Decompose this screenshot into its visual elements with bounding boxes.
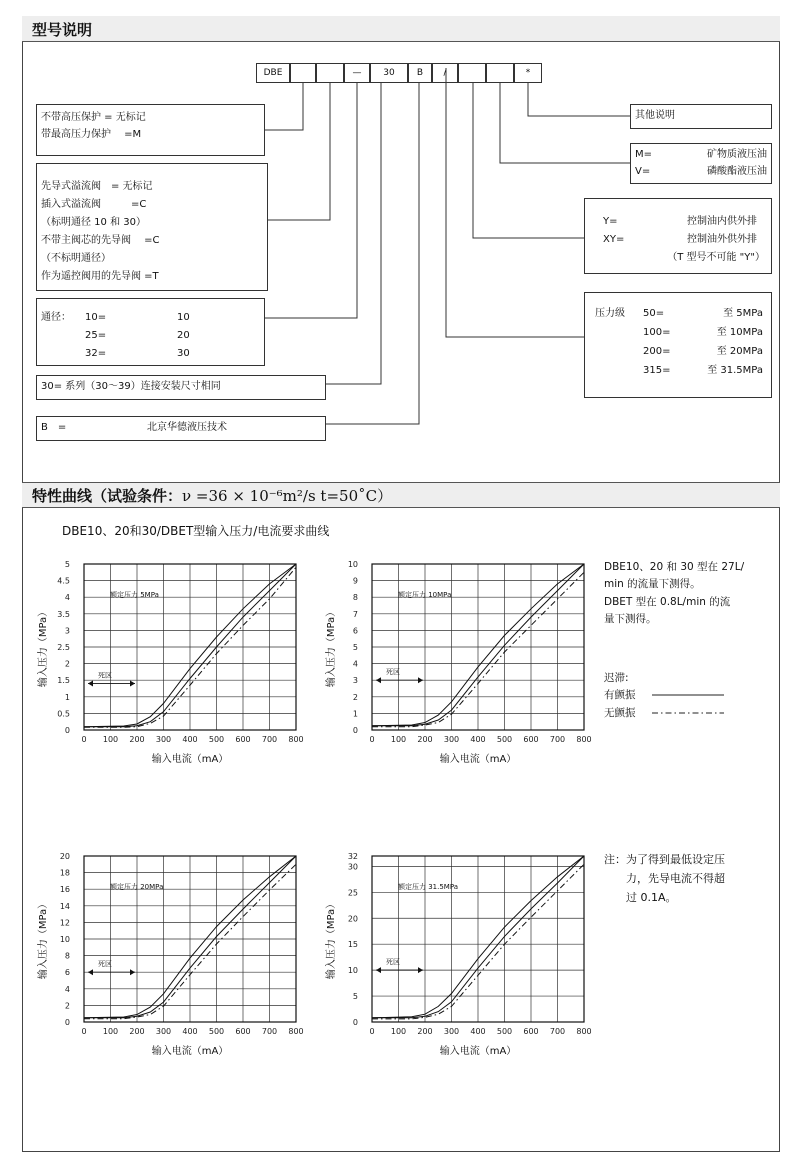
drain-desc: 控制油外供外排 [687,234,757,245]
size-code: 32= [85,348,107,359]
y-tick-label: 6 [352,626,358,636]
x-tick-label: 0 [81,735,87,744]
y-tick-label: 3 [352,676,358,686]
x-tick-label: 300 [155,735,172,744]
pressure-box [584,292,772,398]
y-tick-label: 14 [59,901,70,911]
x-tick-label: 0 [369,1027,375,1036]
y-tick-label: 0 [352,726,358,735]
hysteresis-title: 迟滞: [604,672,629,684]
x-tick-label: 500 [496,1027,513,1036]
drain-code: XY= [603,234,625,245]
y-axis-label: 输入压力（MPa） [326,898,337,980]
y-tick-label: 4 [64,593,70,603]
dead-zone-arrowhead [418,677,423,683]
y-tick-label: 15 [347,940,358,950]
brand-box [36,416,326,441]
y-tick-label: 16 [59,885,70,895]
x-tick-label: 700 [261,735,278,744]
y-tick-label: 10 [347,560,358,569]
y-tick-label: 4 [352,659,358,669]
brand-text: 北京华德液压技术 [147,422,227,433]
x-tick-label: 500 [496,735,513,744]
code-cell: 30 [370,63,408,83]
dead-zone-label: 死区 [98,960,112,969]
dead-zone-arrowhead [130,969,135,975]
y-tick-label: 1 [352,709,358,719]
x-tick-label: 300 [443,735,460,744]
protection-box [36,104,265,156]
section-title-conditions: ν =36 × 10⁻⁶m²/s t=50˚C） [182,487,393,505]
brand-code: B = [41,422,67,433]
size-box [36,298,265,366]
valve-type-box [36,163,268,291]
x-tick-label: 400 [182,1027,198,1036]
x-tick-label: 300 [443,1027,460,1036]
series-box [36,375,326,400]
flow-note-line: 量下测得。 [604,613,657,625]
pressure-range: 至 31.5MPa [707,365,763,376]
valve-type-line: 插入式溢流阀 =C [41,199,147,210]
dead-zone-arrowhead [88,681,93,687]
size-code: 10= [85,312,107,323]
size-label: 通径： [41,312,71,323]
x-tick-label: 400 [470,735,486,744]
x-tick-label: 600 [523,735,539,744]
drain-desc: 控制油内供外排 [687,216,757,227]
y-tick-label: 30 [347,862,358,872]
legend-with-dither: 有颤振 [604,689,636,701]
x-tick-label: 100 [390,1027,407,1036]
oil-code: M= [635,149,653,160]
y-tick-label: 3.5 [57,609,70,619]
code-cell: DBE [256,63,290,83]
y-tick-label: 8 [64,951,70,961]
dead-zone-label: 死区 [386,668,400,677]
y-tick-label: 1.5 [57,676,70,686]
section-title-model: 型号说明 [32,21,93,39]
y-axis-label: 输入压力（MPa） [38,898,49,980]
legend-solid-line [652,688,726,702]
size-value: 30 [177,348,190,359]
y-axis-label: 输入压力（MPa） [326,606,337,688]
dead-zone-arrowhead [130,681,135,687]
y-tick-label: 12 [59,918,70,928]
x-axis-label: 输入电流（mA） [439,754,517,765]
x-axis-label: 输入电流（mA） [151,1046,229,1057]
y-tick-label: 18 [59,868,70,878]
y-tick-label: 5 [352,643,358,652]
other-box [630,104,772,129]
y-tick-label: 2 [64,1001,70,1011]
pressure-code: 200= [643,346,671,357]
y-tick-label: 10 [347,966,358,976]
note-line: 注：为了得到最低设定压 [604,853,725,866]
protection-line: 不带高压保护 = 无标记 [41,112,146,123]
charts-title: DBE10、20和30/DBET型输入压力/电流要求曲线 [62,524,330,538]
x-tick-label: 200 [417,1027,433,1036]
rated-pressure-label: 额定压力 5MPa [110,591,159,600]
dead-zone-label: 死区 [386,958,400,967]
y-tick-label: 1 [64,692,70,702]
valve-type-line: 不带主阀芯的先导阀 =C [41,235,160,246]
valve-type-line: （标明通径 10 和 30） [41,217,146,228]
x-tick-label: 100 [102,735,119,744]
section-title-prefix: 特性曲线（试验条件： [32,487,183,505]
note-line: 过 0.1A。 [604,891,677,904]
x-tick-label: 600 [235,735,251,744]
y-tick-label: 0 [64,726,70,735]
x-tick-label: 300 [155,1027,172,1036]
y-tick-label: 32 [347,852,358,861]
dead-zone-label: 死区 [98,671,112,680]
drain-box [584,198,772,274]
code-cell: / [432,63,458,83]
valve-type-line: 作为遥控阀用的先导阀 =T [41,271,159,282]
x-tick-label: 200 [417,735,433,744]
code-cell: B [408,63,432,83]
code-cell: * [514,63,542,83]
oil-code: V= [635,166,651,177]
pressure-code: 315= [643,365,671,376]
x-tick-label: 800 [288,735,304,744]
x-tick-label: 400 [470,1027,486,1036]
size-value: 10 [177,312,190,323]
y-tick-label: 0 [64,1018,70,1027]
rated-pressure-label: 额定压力 31.5MPa [398,883,459,892]
pressure-range: 至 5MPa [723,308,763,319]
rated-pressure-label: 额定压力 20MPa [110,883,164,892]
y-tick-label: 4.5 [57,576,70,586]
oil-box [630,143,772,184]
x-tick-label: 700 [261,1027,278,1036]
x-tick-label: 0 [81,1027,87,1036]
x-tick-label: 200 [129,1027,145,1036]
y-tick-label: 2 [64,659,70,669]
x-tick-label: 600 [523,1027,539,1036]
x-tick-label: 0 [369,735,375,744]
rated-pressure-label: 额定压力 10MPa [398,591,452,600]
valve-type-line: （不标明通径） [41,253,111,264]
pressure-code: 50= [643,308,665,319]
y-tick-label: 0.5 [57,709,70,719]
x-tick-label: 600 [235,1027,251,1036]
size-value: 20 [177,330,190,341]
valve-type-line: 先导式溢流阀 = 无标记 [41,181,153,192]
chart-31-5mpa [322,840,592,1070]
chart-5mpa [34,548,304,773]
y-tick-label: 5 [64,560,70,569]
y-tick-label: 9 [352,576,358,586]
flow-note-line: DBE10、20 和 30 型在 27L/ [604,561,745,573]
y-tick-label: 4 [64,984,70,994]
y-tick-label: 10 [59,935,70,944]
y-tick-label: 3 [64,626,70,636]
dead-zone-arrowhead [88,969,93,975]
y-tick-label: 6 [64,968,70,978]
y-tick-label: 7 [352,609,358,619]
x-tick-label: 800 [576,1027,592,1036]
dead-zone-arrowhead [376,677,381,683]
flow-note-line: min 的流量下测得。 [604,578,701,590]
x-tick-label: 800 [288,1027,304,1036]
x-tick-label: 400 [182,735,198,744]
y-tick-label: 20 [59,852,70,861]
x-tick-label: 500 [208,735,225,744]
x-tick-label: 100 [390,735,407,744]
dead-zone-arrowhead [376,967,381,973]
x-axis-label: 输入电流（mA） [439,1046,517,1057]
pressure-label: 压力级 [595,308,625,319]
x-tick-label: 700 [549,1027,566,1036]
pressure-code: 100= [643,327,671,338]
pressure-range: 至 20MPa [716,346,763,357]
x-tick-label: 500 [208,1027,225,1036]
series-text: 30= 系列（30～39）连接安装尺寸相同 [41,381,221,392]
oil-desc: 磷酸酯液压油 [707,166,767,177]
other-text: 其他说明 [635,110,675,121]
y-axis-label: 输入压力（MPa） [38,606,49,688]
pressure-range: 至 10MPa [716,327,763,338]
y-tick-label: 0 [352,1018,358,1027]
drain-note: （T 型号不可能 "Y"） [667,252,765,263]
x-tick-label: 200 [129,735,145,744]
y-tick-label: 20 [347,914,358,924]
drain-code: Y= [603,216,618,227]
dead-zone-arrowhead [418,967,423,973]
x-tick-label: 700 [549,735,566,744]
legend-dashdot-line [652,706,726,720]
section-title-curves [32,485,392,506]
x-tick-label: 100 [102,1027,119,1036]
y-tick-label: 25 [347,888,358,898]
chart-20mpa [34,840,304,1070]
y-tick-label: 2.5 [57,643,70,652]
code-cell: — [344,63,370,83]
protection-line: 带最高压力保护 =M [41,129,142,140]
x-tick-label: 800 [576,735,592,744]
chart-10mpa [322,548,592,773]
note-line: 力，先导电流不得超 [604,872,725,885]
x-axis-label: 输入电流（mA） [151,754,229,765]
y-tick-label: 8 [352,593,358,603]
size-code: 25= [85,330,107,341]
legend-without-dither: 无颤振 [604,707,636,719]
flow-note-line: DBET 型在 0.8L/min 的流 [604,596,731,608]
y-tick-label: 5 [352,992,358,1002]
y-tick-label: 2 [352,692,358,702]
oil-desc: 矿物质液压油 [707,149,767,160]
